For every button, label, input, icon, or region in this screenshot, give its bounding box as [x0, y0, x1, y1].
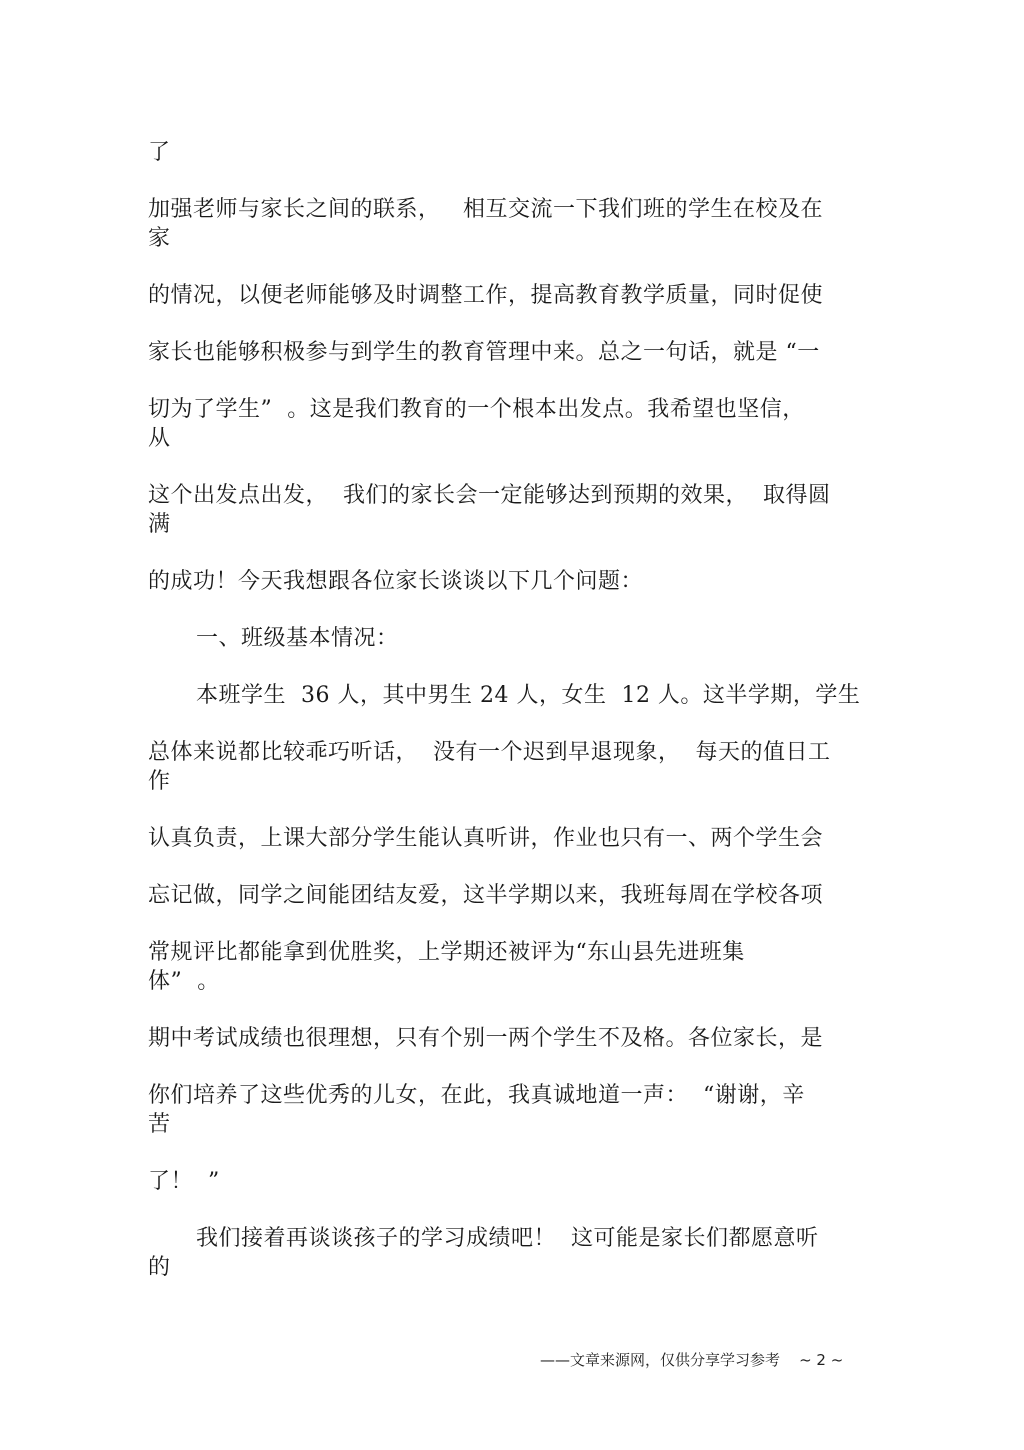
text-line: 了 — [148, 140, 171, 165]
text-line: 从 — [148, 426, 171, 451]
page-footer — [540, 1350, 843, 1370]
text-line: 的 — [148, 1255, 171, 1280]
text-line: 切为了学生” 。这是我们教育的一个根本出发点。我希望也坚信， — [148, 397, 805, 422]
text-line: 家 — [148, 226, 171, 251]
section-heading: 一、班级基本情况： — [196, 626, 399, 651]
text-line: 忘记做，同学之间能团结友爱，这半学期以来，我班每周在学校各项 — [148, 883, 824, 908]
text-line: 期中考试成绩也很理想，只有个别一两个学生不及格。各位家长，是 — [148, 1026, 824, 1051]
text-line: 认真负责，上课大部分学生能认真听讲，作业也只有一、两个学生会 — [148, 826, 824, 851]
page-number: ~ 2 ~ — [799, 1351, 844, 1369]
text-line: 满 — [148, 512, 171, 537]
text-line: 总体来说都比较乖巧听话， 没有一个迟到早退现象， 每天的值日工 — [148, 740, 831, 765]
footer-source: ——文章来源网，仅供分享学习参考 — [540, 1351, 781, 1369]
text-line: 这个出发点出发， 我们的家长会一定能够达到预期的效果， 取得圆 — [148, 483, 831, 508]
text-line: 的情况，以便老师能够及时调整工作，提高教育教学质量，同时促使 — [148, 283, 824, 308]
text-line: 加强老师与家长之间的联系， 相互交流一下我们班的学生在校及在 — [148, 197, 823, 222]
text-line: 你们培养了这些优秀的儿女，在此，我真诚地道一声： “谢谢，辛 — [148, 1083, 805, 1108]
text-line: 家长也能够积极参与到学生的教育管理中来。总之一句话，就是 “一 — [148, 340, 820, 365]
text-line: 苦 — [148, 1112, 171, 1137]
text-line: 体” 。 — [148, 969, 220, 994]
text-line: 我们接着再谈谈孩子的学习成绩吧！ 这可能是家长们都愿意听 — [196, 1226, 819, 1251]
text-line: 的成功！今天我想跟各位家长谈谈以下几个问题： — [148, 569, 644, 594]
text-line: 常规评比都能拿到优胜奖，上学期还被评为“东山县先进班集 — [148, 940, 745, 965]
text-line: 作 — [148, 769, 171, 794]
text-line: 了！ ” — [148, 1169, 220, 1194]
text-line: 本班学生 36 人，其中男生 24 人，女生 12 人。这半学期，学生 — [196, 683, 861, 708]
